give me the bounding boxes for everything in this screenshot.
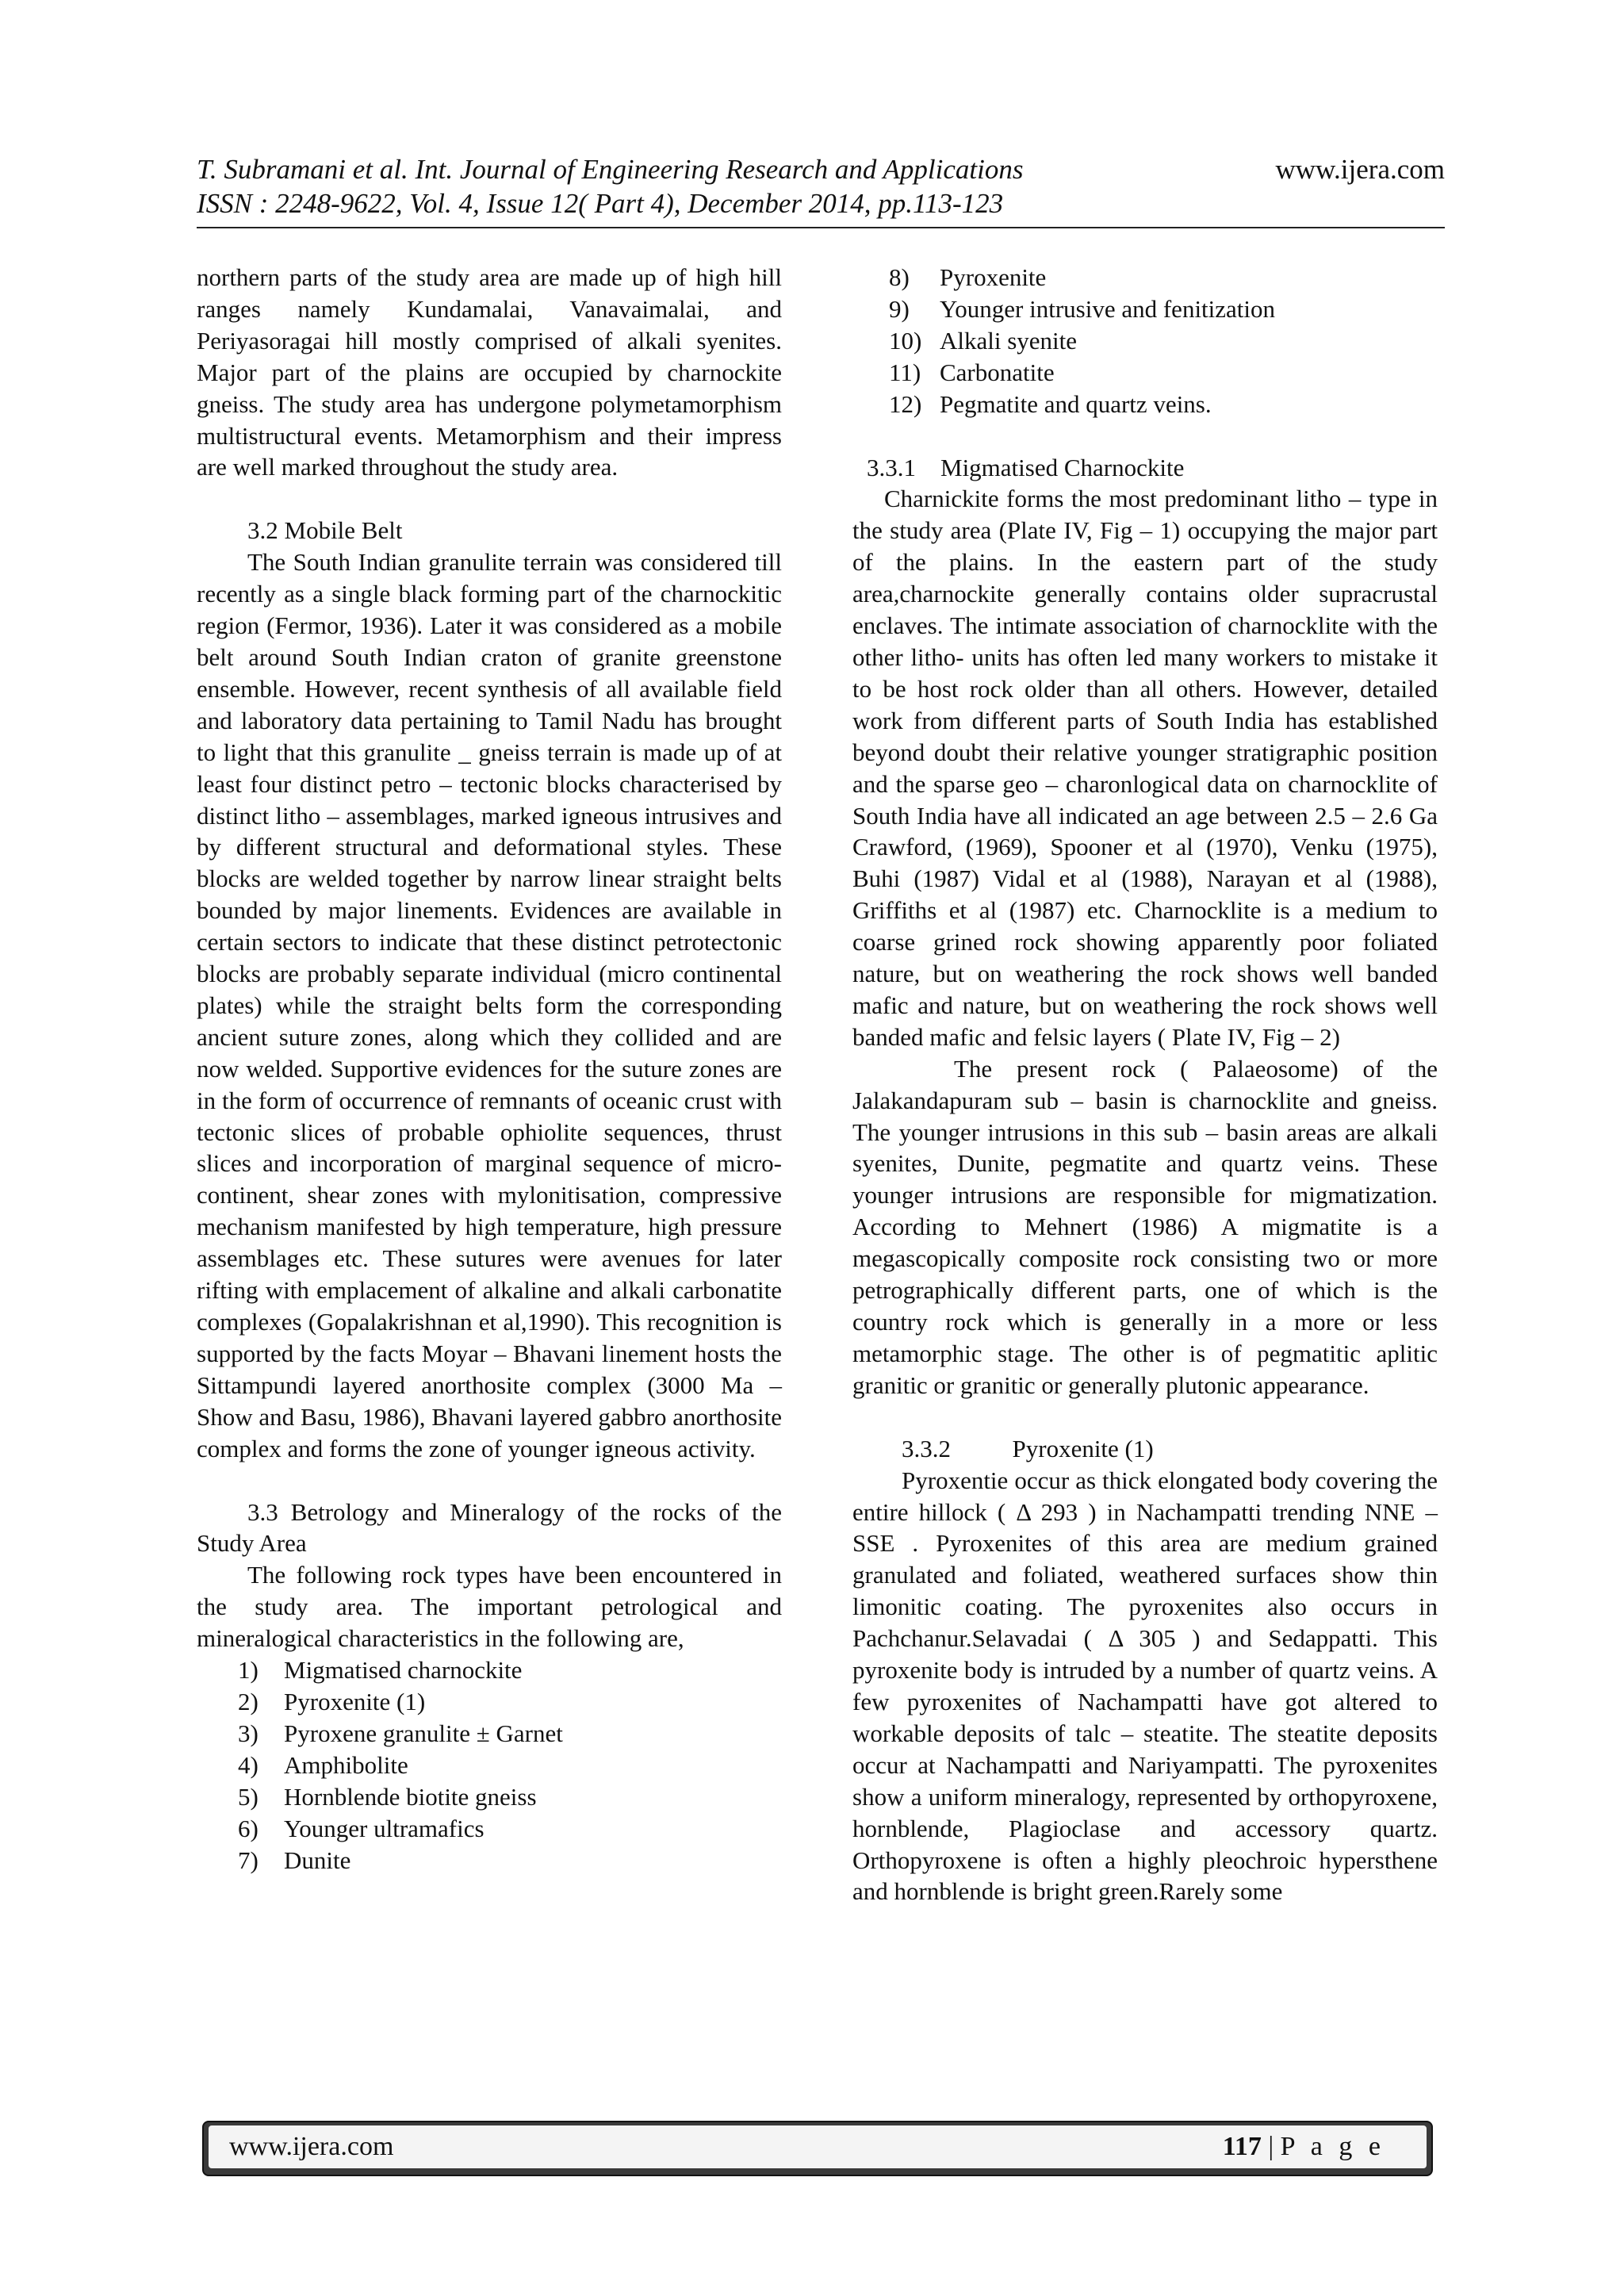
list-item: 4) Amphibolite xyxy=(238,1750,408,1779)
header-site-link[interactable]: www.ijera.com xyxy=(1275,154,1445,185)
palaeosome-paragraph: The present rock ( Palaeosome) of the Jalakandapuram sub – basin is charnocklite and gneiss. The younger intrusions in this sub – basin areas are alkali syenites, Dunite, pegmatite and quartz veins. These younger intrusions are responsible for migmatization. According to Mehnert (1986) A migmatite is a megascopically composite rock consisting two or more petrographically different parts, one of which is the country rock which is generally in a more or less metamorphic stage. The other is of pegmatitic aplitic granitic or granitic or generally plutonic appearance. xyxy=(852,1054,1438,1399)
list-item: 12) Pegmatite and quartz veins. xyxy=(889,389,1212,418)
list-item: 6) Younger ultramafics xyxy=(238,1814,485,1842)
mobile-belt-paragraph: The South Indian granulite terrain was considered till recently as a single black forming part of the charnockitic region (Fermor, 1936). Later it was considered as a mobile belt around South Indian craton of granite greenstone ensemble. However, recent synthesis of all available field and laboratory data pertaining to Tamil Nadu has brought to light that this granulite _ gneiss terrain is made up of at least four distinct petro – tectonic blocks characterised by distinct litho – assemblages, marked igneous intrusives and by different structural and deformational styles. These blocks are welded together by narrow linear straight belts bounded by major linements. Evidences are available in certain sectors to indicate that these distinct petrotectonic blocks are probably separate individual (micro continental plates) while the straight belts form the corresponding ancient suture zones, along which they collided and are now welded. Supportive evidences for the suture zones are in the form of occurrence of remnants of oceanic crust with tectonic slices of probable ophiolite sequences, thrust slices and incorporation of marginal sequence of micro- continent, shear zones with mylonitisation, compressive mechanism manifested by high temperature, high pressure assemblages etc. These sutures were avenues for later rifting with emplacement of alkaline and alkali carbonatite complexes (Gopalakrishnan et al,1990). This recognition is supported by the facts Moyar – Bhavani linement hosts the Sittampundi layered anorthosite complex (3000 Ma – Show and Basu, 1986), Bhavani layered gabbro anorthosite complex and forms the zone of younger igneous activity. xyxy=(197,548,782,1462)
page-word: P a g e xyxy=(1280,2132,1385,2161)
section-heading-3-3: 3.3 Betrology and Mineralogy of the rocks of the Study Area xyxy=(197,1497,782,1558)
list-item: 8) Pyroxenite xyxy=(889,263,1047,291)
right-column xyxy=(852,262,1438,1907)
issn-line: ISSN : 2248-9622, Vol. 4, Issue 12( Part 4), December 2014, pp.113-123 xyxy=(197,188,1004,219)
intro-paragraph: northern parts of the study area are made up of high hill ranges namely Kundamalai, Vanavaimalai, and Periyasoragai hill mostly comprised of alkali syenites. Major part of the plains are occupied by charnockite gneiss. The study area has undergone polymetamorphism multistructural events. Metamorphism and their impress are well marked throughout the study area. xyxy=(197,263,782,481)
section-heading-3-2: 3.2 Mobile Belt xyxy=(247,516,403,545)
list-item: 9) Younger intrusive and fenitization xyxy=(889,294,1276,323)
list-item: 5) Hornblende biotite gneiss xyxy=(238,1782,537,1811)
section-heading-3-3-1: 3.3.1 Migmatised Charnockite xyxy=(867,453,1185,481)
list-item: 3) Pyroxene granulite ± Garnet xyxy=(238,1719,563,1747)
list-item: 1) Migmatised charnockite xyxy=(238,1656,523,1685)
list-item: 10) Alkali syenite xyxy=(889,326,1078,355)
charnockite-paragraph: Charnickite forms the most predominant litho – type in the study area (Plate IV, Fig – 1) occupying the major part of the plains. In the eastern part of the study area,charnockite generally contains older supracrustal enclaves. The intimate association of charnocklite with the other litho- units has often led many workers to mistake it to be host rock older than all others. However, detailed work from different parts of South India has established beyond doubt their relative younger stratigraphic position and the sparse geo – charonlogical data on charnocklite of South India have all indicated an age between 2.5 – 2.6 Ga Crawford, (1969), Spooner et al (1970), Venku (1975), Buhi (1987) Vidal et al (1988), Narayan et al (1988), Griffiths et al (1987) etc. Charnocklite is a medium to coarse grined rock showing apparently poor foliated nature, but on weathering the rock shows well banded mafic and nature, but on weathering the rock shows well banded mafic and felsic layers ( Plate IV, Fig – 2) xyxy=(852,485,1438,1051)
left-column xyxy=(197,262,782,1876)
rock-types-list xyxy=(197,1654,782,1876)
page-number-label xyxy=(1223,2132,1385,2162)
header-divider xyxy=(197,227,1445,228)
pyroxenite-paragraph: Pyroxentie occur as thick elongated body covering the entire hillock ( Δ 293 ) in Nachampatti trending NNE – SSE . Pyroxenites of this area are medium grained granulated and foliated, weathered surfaces show thin limonitic coating. The pyroxenites also occurs in Pachchanur.Selavadai ( Δ 305 ) and Sedappatti. This pyroxenite body is intruded by a number of quartz veins. A few pyroxenites of Nachampatti have got altered to workable deposits of talc – steatite. The steatite deposits occur at Nachampatti and Nariyampatti. The pyroxenites show a uniform mineralogy, represented by orthopyroxene, hornblende, Plagioclase and accessory quartz. Orthopyroxene is often a highly pleochroic hypersthene and hornblende is bright green.Rarely some xyxy=(852,1466,1438,1906)
list-item: 2) Pyroxenite (1) xyxy=(238,1687,426,1715)
list-item: 11) Carbonatite xyxy=(889,358,1055,386)
list-item: 7) Dunite xyxy=(238,1846,351,1874)
page-number: 117 xyxy=(1222,2132,1262,2161)
running-header xyxy=(197,152,1445,220)
rock-types-list-continued xyxy=(852,262,1438,420)
journal-citation: T. Subramani et al. Int. Journal of Engineering Research and Applications xyxy=(197,154,1024,185)
page-separator: | xyxy=(1268,2132,1274,2161)
footer-site-link[interactable]: www.ijera.com xyxy=(229,2132,394,2161)
section-heading-3-3-2: 3.3.2 Pyroxenite (1) xyxy=(902,1434,1154,1462)
rock-types-intro-paragraph: The following rock types have been encountered in the study area. The important petrological and mineralogical characteristics in the following are, xyxy=(197,1561,782,1653)
page-footer xyxy=(202,2121,1433,2176)
